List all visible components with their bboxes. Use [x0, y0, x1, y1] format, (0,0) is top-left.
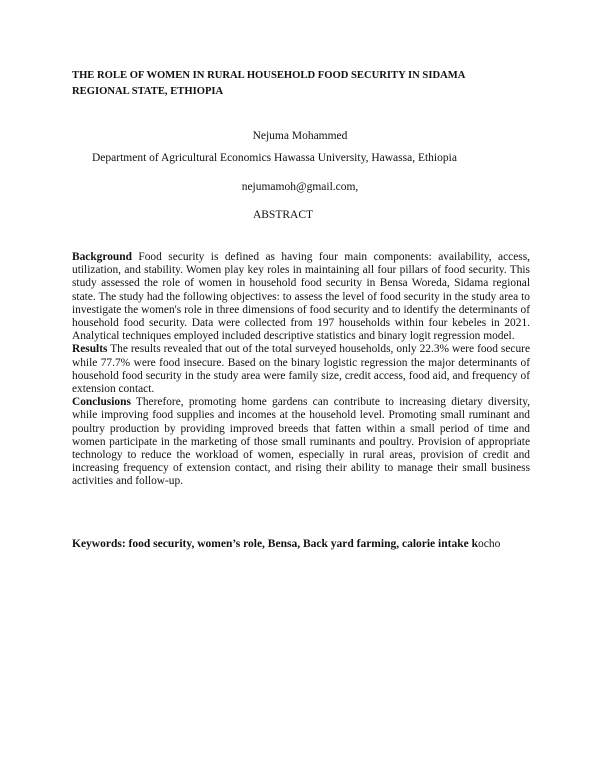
author-email: nejumamoh@gmail.com,: [241, 181, 359, 193]
keywords-line: [72, 538, 542, 550]
abstract-body: [72, 251, 530, 489]
results-paragraph: [72, 343, 530, 396]
conclusions-text: Therefore, promoting home gardens can contribute to increasing dietary diversity, while improving food supplies and incomes at the household level. Promoting small ruminant and poultry production by providing improved breeds that fatten within a small period of time and women participate in the marketing of those small ruminants and poultry. Provision of appropriate technology to reduce the workload of women, especially in rural areas, provision of credit and increasing frequency of extension contact, and rising their ability to manage their small business activities and follow-up.: [72, 396, 530, 488]
conclusions-label: Conclusions: [72, 396, 131, 409]
background-label: Background: [72, 251, 132, 263]
keywords-tail: ocho: [477, 538, 501, 550]
paper-title: [72, 68, 542, 100]
conclusions-paragraph: [72, 396, 530, 488]
results-label: Results: [72, 343, 108, 356]
background-paragraph: [72, 251, 530, 343]
title-line-1: THE ROLE OF WOMEN IN RURAL HOUSEHOLD FOOD SECURITY IN SIDAMA: [72, 70, 466, 81]
author-name: Nejuma Mohammed: [252, 130, 348, 142]
abstract-heading: ABSTRACT: [252, 209, 314, 221]
author-affiliation: Department of Agricultural Economics Hawassa University, Hawassa, Ethiopia: [92, 152, 457, 164]
title-line-2: REGIONAL STATE, ETHIOPIA: [72, 86, 224, 97]
results-text: The results revealed that out of the total surveyed households, only 22.3% were food secure while 77.7% were food insecure. Based on the binary logistic regression the major determinants of household food security in the study area were family size, credit access, food aid, and frequency of extension contact.: [72, 343, 530, 396]
background-text: Food security is defined as having four main components: availability, access, utilization, and stability. Women play key roles in maintaining all four pillars of food security. This study assessed the role of women in household food security in Bensa Woreda, Sidama regional state. The study had the following objectives: to assess the level of food security in the study area to investigate the women's role in three dimensions of food security and to identify the determinants of household food security. Data were collected from 197 households within four kebeles in 2021. Analytical techniques employed included descriptive statistics and binary logit regression model.: [72, 251, 530, 343]
keywords-text: Keywords: food security, women’s role, Bensa, Back yard farming, calorie intake k: [72, 538, 478, 550]
